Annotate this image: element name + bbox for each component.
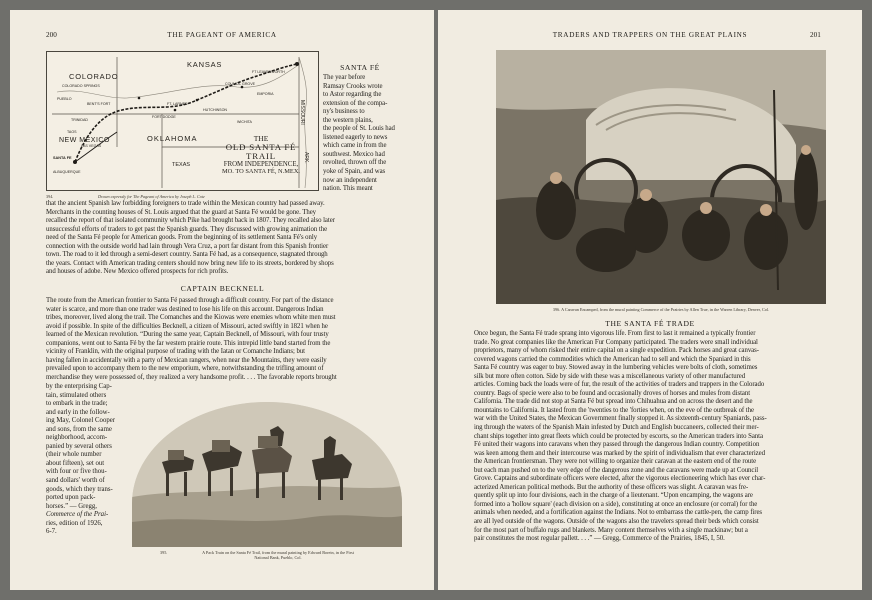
label-fort-dodge: FORT DODGE <box>152 115 176 119</box>
santa-fe-dot <box>73 160 77 164</box>
becknell-heading: CAPTAIN BECKNELL <box>180 284 265 293</box>
label-santa-fe: SANTA FE <box>53 156 72 160</box>
santa-fe-body: that the ancient Spanish law forbidding foreigners to trade within the Mexican country had passed away. Merchants in the counting houses of St. Louis argued that the guard at Santa Fé would be gone. They recalled the report of that isolated community which Pike had brought back in 1807. They recalled also later unsuccessful efforts of traders to get past the Spanish guards. They discussed with growing animation the need of the Santa Fé people for American goods. From the beginning of its settlement Santa Fé's only connection with the outside world had lain through Vera Cruz, a port far distant from this Spanish frontier town. The road to it led through a semi-desert country. Santa Fé had, as a consequence, stagnated through the years. Contact with American trading centers should now bring new life to its streets, bordered by shops and houses of adobe. New Mexico offered prospects for rich profits. <box>46 200 335 276</box>
page-number: 200 <box>46 31 57 39</box>
label-pueblo: PUEBLO <box>57 97 72 101</box>
label-las-vegas: LAS VEGAS <box>81 144 102 148</box>
map-caption: Drawn expressly for The Pageant of America by Joseph L. Cote <box>98 194 205 199</box>
caravan-encamped-painting <box>496 50 826 304</box>
label-ark: ARK. <box>303 152 309 164</box>
right-page <box>438 10 862 590</box>
santa-fe-trade-heading: THE SANTA FÉ TRADE <box>605 319 695 328</box>
label-leavenworth: FT LEAVENWORTH <box>252 70 285 74</box>
label-emporia: EMPORIA <box>257 92 274 96</box>
pack-train-caption: A Pack Train on the Santa Fé Trail, from the mural painting by Edward Borein, in the First National Bank, Pueblo, Col. <box>202 550 354 561</box>
label-colorado: COLORADO <box>69 72 119 81</box>
label-texas: TEXAS <box>172 162 191 168</box>
gregg-quote: by the enterprising Cap- tain, stimulated others to embark in the trade; and early in the follow- ing May, Colonel Cooper and sons, from the same neighborhood, accom- panied by several others (their whole number about fifteen), set out with four or five thou- sand dollars' worth of goods, which they trans- ported upon pack- horses.” — Gregg, Commerce of the Prai- ries, edition of 1926, 6-7. <box>46 383 116 536</box>
label-missouri: MISSOURI <box>299 100 305 125</box>
label-fort-larned: FT. LARNED <box>167 102 188 106</box>
becknell-body: The route from the American frontier to Santa Fé passed through a difficult country. For part of the distance water is scarce, and more than one trader was destined to lose his life on this account. Dangerous Indian tribes, moreover, lived along the trail. The Comanches and the Kiowas were enemies whom white men must avoid if possible. In spite of the difficulties Becknell, a citizen of Missouri, acted swiftly in 1821 when he learned of the Mexican revolution. “During the same year, Captain Becknell, of Missouri, with four trusty companions, went out to Santa Fé by the far western prairie route. This intrepid little band started from the vicinity of Franklin, with the original purpose of trading with the Iatan or Comanche Indians; but having fallen in accidentally with a party of Mexican rangers, when near the Mountains, they were easily prevailed upon to accompany them to the new emporium, where, notwithstanding the trifling amount of merchandise they were possessed of, they realized a very handsome profit. . . . The favorable reports brought <box>46 297 337 381</box>
label-new-mexico: NEW MEXICO <box>59 137 110 144</box>
running-head: TRADERS AND TRAPPERS ON THE GREAT PLAINS <box>552 31 748 39</box>
map-fig-number: 394. <box>46 194 54 199</box>
santa-fe-trade-body: Once begun, the Santa Fé trade sprang into vigorous life. From first to last it remained a typically frontier trade. No great companies like the American Fur Company participated. The traders were small individual proprietors, many of whom risked their entire capital on a single expedition. Pack horses and great canvas- covered wagons carried the commodities which the American had to sell and which the Spaniard in this Santa Fé country was eager to buy. Stowed away in the lumbering vehicles were bolts of cloth, sometimes silk but more often cotton. Side by side with these was a miscellaneous variety of other manufactured articles. Coming back the loads were of fur, the result of the activities of traders and trappers in the Colorado country. Bags of specie were also to be found and occasionally droves of horses and mules from distant California. The trade did not stop at Santa Fé but spread into Chihuahua and on across the desert and the mountains to California. It lasted from the 'twenties to the 'forties when, on the eve of the outbreak of the war with the United States, the Mexican Government finally stopped it. As sixteenth-century Spaniards, pass- ing through the waters of the Spanish Main infested by Dutch and English buccaneers, collected their mer- chant ships together into great fleets which could be protected by escorts, so the American traders into Santa Fé united their wagons into caravans when they passed through the dangerous Indian country. Competition was keen among them and their intercourse was marked by the spirit of individualism that ever characterized the American frontiersman. They were not willing to organize their caravan at the eastern end of the route but each man pushed on to the very edge of the dangerous zone and the caravans were made up at Council Grove. Captains and subordinate officers were elected, after the vigorous electioneering which has ever char- acterized American political methods. But the authority of these officers was slight. A caravan was fre- quently split up into four divisions, each in the charge of a lieutenant. “Upon encamping, the wagons are formed into a 'hollow square' (each division on a side), constituting at once an enclosure (or corral) for the animals when needed, and a fortification against the Indians. Not to embarrass the cattle-pen, the camp fires are all lyed outside of the wagons. Outside of the wagons also the travelers spread their beds which consist for the most part of buffalo rugs and blankets. Many content themselves with a single mackinaw; but a pair constitutes the most regular pallett. . . .” — Gregg, Commerce of the Prairies, 1845, I, 50. <box>474 330 767 543</box>
label-hutchinson: HUTCHINSON <box>203 108 227 112</box>
label-trinidad: TRINIDAD <box>71 118 88 122</box>
label-wichita: WICHITA <box>237 120 252 124</box>
label-council-grove: COUNCIL GROVE <box>225 82 256 86</box>
running-head: THE PAGEANT OF AMERICA <box>167 31 277 39</box>
map-title: THE OLD SANTA FÉ TRAIL FROM INDEPENDENCE, MO. TO SANTA FÉ, N.MEX. <box>221 134 301 175</box>
label-taos: TAOS <box>67 130 77 134</box>
label-oklahoma: OKLAHOMA <box>147 134 198 143</box>
pack-train-illustration <box>132 402 402 547</box>
label-albuquerque: ALBUQUERQUE <box>53 170 81 174</box>
caravan-caption: 396. A Caravan Encamped, from the mural painting Commerce of the Prairies by Allen True, in the Warren Library, Denver, Col. <box>552 307 770 312</box>
page-number: 201 <box>810 31 821 39</box>
pack-train-fig-number: 395. <box>160 550 168 555</box>
santa-fe-trail-map <box>46 51 319 191</box>
left-page <box>10 10 434 590</box>
label-bents-fort: BENT'S FORT <box>87 102 111 106</box>
independence-dot <box>295 62 299 66</box>
santa-fe-heading: SANTA FÉ <box>340 63 380 72</box>
santa-fe-sidebar-text: The year before Ramsay Crooks wrote to Astor regarding the extension of the compa- ny's business to the western plains, the people of St. Louis had listened eagerly to news which came in from the southwest. Mexico had revolted, thrown off the yoke of Spain, and was now an independent nation. This meant <box>323 74 395 193</box>
label-colorado-springs: COLORADO SPRINGS <box>62 84 100 88</box>
label-kansas: KANSAS <box>187 60 223 69</box>
